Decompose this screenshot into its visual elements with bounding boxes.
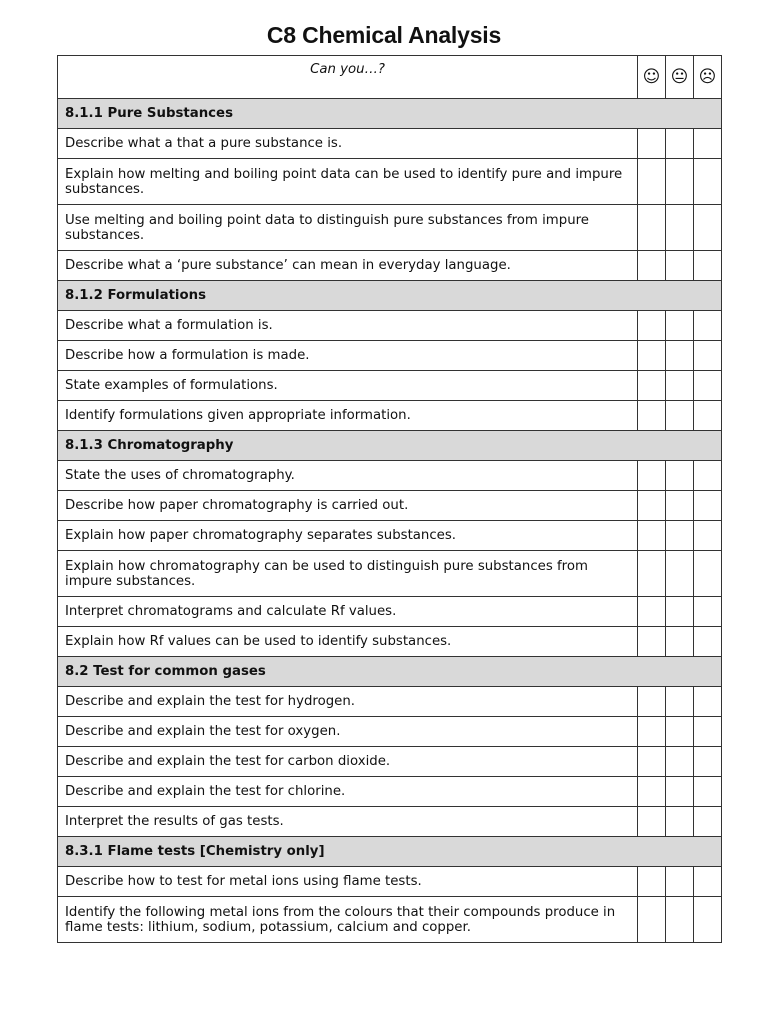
page-title: C8 Chemical Analysis: [266, 22, 502, 48]
checklist-row: [58, 747, 722, 777]
unsure-checkbox-cell[interactable]: [666, 205, 694, 251]
confident-checkbox-cell[interactable]: [638, 597, 666, 627]
not-confident-checkbox-cell[interactable]: [694, 341, 722, 371]
checklist-row: [58, 717, 722, 747]
checklist-row: [58, 807, 722, 837]
confident-checkbox-cell[interactable]: [638, 807, 666, 837]
section-header-row: [58, 431, 722, 461]
checklist-row: [58, 897, 722, 943]
confident-checkbox-cell[interactable]: [638, 717, 666, 747]
not-confident-checkbox-cell[interactable]: [694, 129, 722, 159]
not-confident-checkbox-cell[interactable]: [694, 551, 722, 597]
section-title: 8.2 Test for common gases: [58, 657, 722, 687]
not-confident-checkbox-cell[interactable]: [694, 897, 722, 943]
checklist-row: [58, 627, 722, 657]
confident-checkbox-cell[interactable]: [638, 129, 666, 159]
confident-checkbox-cell[interactable]: [638, 867, 666, 897]
objective-text: Interpret chromatograms and calculate Rf values.: [58, 597, 638, 627]
objective-text: Explain how melting and boiling point data can be used to identify pure and impure substances.: [58, 159, 638, 205]
unsure-checkbox-cell[interactable]: [666, 401, 694, 431]
confident-checkbox-cell[interactable]: [638, 777, 666, 807]
objective-text: Explain how paper chromatography separates substances.: [58, 521, 638, 551]
checklist-row: [58, 687, 722, 717]
confident-checkbox-cell[interactable]: [638, 521, 666, 551]
checklist-row: [58, 867, 722, 897]
unsure-checkbox-cell[interactable]: [666, 717, 694, 747]
objective-text: Describe how paper chromatography is carried out.: [58, 491, 638, 521]
section-header-row: [58, 657, 722, 687]
objective-text: Describe what a that a pure substance is.: [58, 129, 638, 159]
confident-checkbox-cell[interactable]: [638, 371, 666, 401]
unsure-checkbox-cell[interactable]: [666, 551, 694, 597]
unsure-checkbox-cell[interactable]: [666, 129, 694, 159]
sad-face-icon: ☹: [698, 66, 717, 87]
confident-checkbox-cell[interactable]: [638, 159, 666, 205]
not-confident-checkbox-cell[interactable]: [694, 627, 722, 657]
checklist-row: [58, 159, 722, 205]
confident-checkbox-cell[interactable]: [638, 251, 666, 281]
can-you-heading: Can you…?: [58, 56, 638, 99]
section-header-row: [58, 837, 722, 867]
not-confident-checkbox-cell[interactable]: [694, 251, 722, 281]
confident-checkbox-cell[interactable]: [638, 687, 666, 717]
not-confident-checkbox-cell[interactable]: [694, 717, 722, 747]
checklist-row: [58, 597, 722, 627]
unsure-checkbox-cell[interactable]: [666, 867, 694, 897]
neutral-face-icon: 😐: [670, 66, 689, 87]
not-confident-checkbox-cell[interactable]: [694, 747, 722, 777]
unsure-checkbox-cell[interactable]: [666, 311, 694, 341]
objective-text: Use melting and boiling point data to distinguish pure substances from impure substances.: [58, 205, 638, 251]
unsure-checkbox-cell[interactable]: [666, 341, 694, 371]
objective-text: State the uses of chromatography.: [58, 461, 638, 491]
section-header-row: [58, 281, 722, 311]
objective-text: Describe and explain the test for hydrogen.: [58, 687, 638, 717]
unsure-checkbox-cell[interactable]: [666, 251, 694, 281]
objective-text: Describe and explain the test for chlorine.: [58, 777, 638, 807]
objective-text: State examples of formulations.: [58, 371, 638, 401]
not-confident-checkbox-cell[interactable]: [694, 597, 722, 627]
confident-checkbox-cell[interactable]: [638, 491, 666, 521]
not-confident-checkbox-cell[interactable]: [694, 867, 722, 897]
checklist-row: [58, 205, 722, 251]
section-title: 8.1.1 Pure Substances: [58, 99, 722, 129]
not-confident-checkbox-cell[interactable]: [694, 491, 722, 521]
confident-checkbox-cell[interactable]: [638, 627, 666, 657]
header-row: [58, 56, 722, 99]
not-confident-checkbox-cell[interactable]: [694, 807, 722, 837]
confident-checkbox-cell[interactable]: [638, 897, 666, 943]
not-confident-checkbox-cell[interactable]: [694, 521, 722, 551]
section-title: 8.1.3 Chromatography: [58, 431, 722, 461]
not-confident-checkbox-cell[interactable]: [694, 401, 722, 431]
checklist-row: [58, 777, 722, 807]
objective-text: Identify the following metal ions from the colours that their compounds produce in flame tests: lithium, sodium, potassium, calcium and copper.: [58, 897, 638, 943]
unsure-checkbox-cell[interactable]: [666, 597, 694, 627]
objective-text: Interpret the results of gas tests.: [58, 807, 638, 837]
unsure-checkbox-cell[interactable]: [666, 897, 694, 943]
section-header-row: [58, 99, 722, 129]
confident-checkbox-cell[interactable]: [638, 311, 666, 341]
not-confident-checkbox-cell[interactable]: [694, 311, 722, 341]
confident-checkbox-cell[interactable]: [638, 747, 666, 777]
checklist-row: [58, 551, 722, 597]
checklist-row: [58, 401, 722, 431]
unsure-checkbox-cell[interactable]: [666, 371, 694, 401]
checklist-row: [58, 341, 722, 371]
unsure-checkbox-cell[interactable]: [666, 461, 694, 491]
not-confident-checkbox-cell[interactable]: [694, 777, 722, 807]
unsure-checkbox-cell[interactable]: [666, 747, 694, 777]
objective-text: Describe and explain the test for oxygen.: [58, 717, 638, 747]
unsure-checkbox-cell[interactable]: [666, 159, 694, 205]
objective-text: Explain how chromatography can be used to distinguish pure substances from impure substances.: [58, 551, 638, 597]
checklist-table: [57, 55, 722, 943]
confident-checkbox-cell[interactable]: [638, 461, 666, 491]
unsure-checkbox-cell[interactable]: [666, 777, 694, 807]
unsure-checkbox-cell[interactable]: [666, 627, 694, 657]
objective-text: Describe and explain the test for carbon dioxide.: [58, 747, 638, 777]
confident-checkbox-cell[interactable]: [638, 341, 666, 371]
unsure-checkbox-cell[interactable]: [666, 807, 694, 837]
objective-text: Describe how a formulation is made.: [58, 341, 638, 371]
checklist-row: [58, 311, 722, 341]
not-confident-checkbox-cell[interactable]: [694, 461, 722, 491]
checklist-row: [58, 491, 722, 521]
objective-text: Describe what a ‘pure substance’ can mean in everyday language.: [58, 251, 638, 281]
objective-text: Identify formulations given appropriate information.: [58, 401, 638, 431]
section-title: 8.3.1 Flame tests [Chemistry only]: [58, 837, 722, 867]
confident-checkbox-cell[interactable]: [638, 401, 666, 431]
checklist-row: [58, 521, 722, 551]
checklist-row: [58, 251, 722, 281]
smiley-face-icon: ☺: [642, 66, 661, 87]
not-confident-checkbox-cell[interactable]: [694, 371, 722, 401]
objective-text: Describe how to test for metal ions using flame tests.: [58, 867, 638, 897]
checklist-row: [58, 129, 722, 159]
objective-text: Explain how Rf values can be used to identify substances.: [58, 627, 638, 657]
checklist-row: [58, 371, 722, 401]
not-confident-checkbox-cell[interactable]: [694, 159, 722, 205]
not-confident-checkbox-cell[interactable]: [694, 687, 722, 717]
unsure-checkbox-cell[interactable]: [666, 521, 694, 551]
section-title: 8.1.2 Formulations: [58, 281, 722, 311]
checklist-row: [58, 461, 722, 491]
not-confident-checkbox-cell[interactable]: [694, 205, 722, 251]
unsure-checkbox-cell[interactable]: [666, 491, 694, 521]
objective-text: Describe what a formulation is.: [58, 311, 638, 341]
confident-checkbox-cell[interactable]: [638, 551, 666, 597]
unsure-checkbox-cell[interactable]: [666, 687, 694, 717]
confident-checkbox-cell[interactable]: [638, 205, 666, 251]
